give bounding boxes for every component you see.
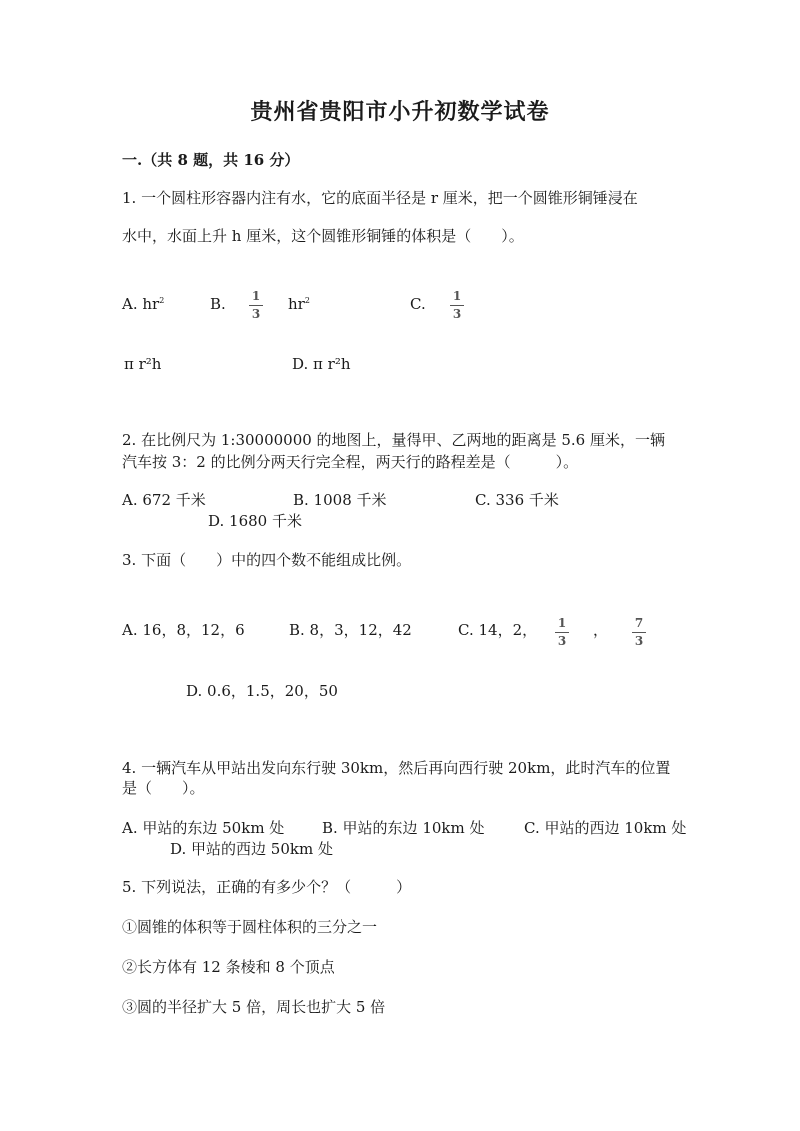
q3-option-b: B. 8，3，12，42	[289, 621, 412, 639]
q4-option-c: C. 甲站的西边 10km 处	[524, 819, 687, 837]
q1-option-c-prefix: C.	[410, 295, 426, 313]
q1-option-d: D. π r²h	[292, 355, 351, 373]
q2-text-line2: 汽车按 3：2 的比例分两天行完全程，两天行的路程差是（ ）。	[122, 453, 579, 471]
q1-option-c-continuation: π r²h	[124, 355, 162, 373]
q3-option-a: A. 16，8，12，6	[122, 621, 245, 639]
q4-option-b: B. 甲站的东边 10km 处	[322, 819, 485, 837]
q3-text-line1: 3. 下面（ ）中的四个数不能组成比例。	[122, 551, 412, 569]
q3-option-d: D. 0.6，1.5，20，50	[186, 682, 338, 700]
q3-option-c-comma: ，	[593, 621, 609, 639]
q1-option-a: A. $hr^2$	[122, 295, 165, 313]
q5-statement-3: ③圆的半径扩大 5 倍，周长也扩大 5 倍	[122, 998, 386, 1016]
exam-title: 贵州省贵阳市小升初数学试卷	[250, 99, 550, 125]
q5-statement-1: ①圆锥的体积等于圆柱体积的三分之一	[122, 918, 378, 936]
section-header: 一.（共 8 题，共 16 分）	[122, 151, 300, 169]
q2-option-c: C. 336 千米	[475, 491, 559, 509]
q1-text-line2: 水中，水面上升 h 厘米，这个圆锥形铜锤的体积是（ ）。	[122, 227, 524, 245]
q3-option-c: C. 14，2，	[458, 621, 538, 639]
q1-option-b-fraction: 1 3	[249, 290, 263, 321]
q5-statement-2: ②长方体有 12 条棱和 8 个顶点	[122, 958, 335, 976]
q2-option-d: D. 1680 千米	[208, 512, 302, 530]
q2-text-line1: 2. 在比例尺为 1:30000000 的地图上，量得甲、乙两地的距离是 5.6 厘米，一辆	[122, 431, 665, 449]
q4-option-d: D. 甲站的西边 50km 处	[170, 840, 333, 858]
q5-text-line1: 5. 下列说法，正确的有多少个？（ ）	[122, 878, 412, 896]
q2-option-a: A. 672 千米	[122, 491, 206, 509]
q1-text-line1: 1. 一个圆柱形容器内注有水，它的底面半径是 r 厘米，把一个圆锥形铜锤浸在	[122, 189, 638, 207]
q4-text-line1: 4. 一辆汽车从甲站出发向东行驶 30km，然后再向西行驶 20km，此时汽车的位置	[122, 759, 671, 777]
q1-option-c-fraction: 1 3	[450, 290, 464, 321]
q2-option-b: B. 1008 千米	[293, 491, 387, 509]
q4-text-line2: 是（ ）。	[122, 779, 205, 797]
q3-option-c-fraction-1: 1 3	[555, 617, 569, 648]
q1-option-b-suffix: $hr^2$	[288, 295, 310, 313]
q1-option-b-prefix: B.	[210, 295, 226, 313]
q4-option-a: A. 甲站的东边 50km 处	[122, 819, 285, 837]
q3-option-c-fraction-2: 7 3	[632, 617, 646, 648]
